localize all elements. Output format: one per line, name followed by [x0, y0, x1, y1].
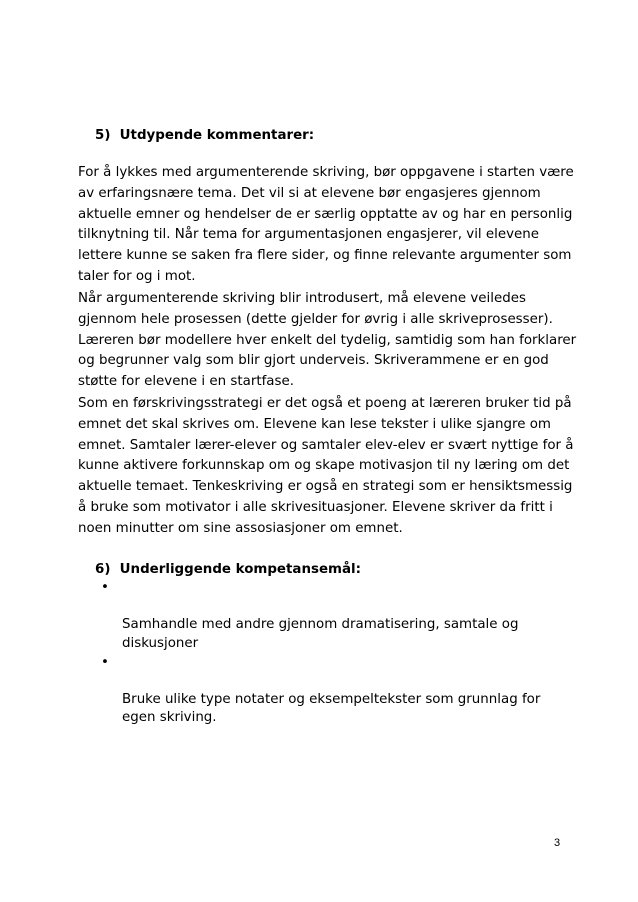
section-5-number: 5): [95, 128, 111, 143]
bullet-icon: •: [101, 580, 109, 595]
list-item: [97, 579, 567, 653]
section-6-title: Underliggende kompetansemål:: [119, 562, 361, 577]
page-number: 3: [554, 837, 561, 849]
section-6-heading: [95, 561, 361, 579]
section-6-number: 6): [95, 562, 111, 577]
section-5-title: Utdypende kommentarer:: [119, 128, 315, 143]
paragraph-1: For å lykkes med argumenterende skriving, bør oppgavene i starten være av erfaringsnære tema. Det vil si at elevene bør engasjeres gjennom aktuelle emner og hendelser de er særlig opptatte av og har en personlig tilknytning til. Når tema for argumentasjonen engasjerer, vil elevene lettere kunne se saken fra flere sider, og finne relevante argumenter som taler for og i mot.: [78, 165, 574, 284]
list-item-text: Samhandle med andre gjennom dramatisering, samtale og diskusjoner: [122, 617, 519, 651]
bullet-icon: •: [101, 654, 109, 670]
competence-goals-list: [97, 579, 567, 728]
paragraph-3: Som en førskrivingsstrategi er det også et poeng at læreren bruker tid på emnet det skal skrives om. Elevene kan lese tekster i ulike sjangre om emnet. Samtaler lærer-elever og samtaler elev-elev er svært nyttige for å kunne aktivere forkunnskap om og skape motivasjon til ny læring om det aktuelle temaet. Tenkeskriving er også en strategi som er hensiktsmessig å bruke som motivator i alle skrivesituasjoner. Elevene skriver da fritt i noen minutter om sine assosiasjoner om emnet.: [78, 396, 574, 536]
paragraph-2: Når argumenterende skriving blir introdusert, må elevene veiledes gjennom hele prosessen (dette gjelder for øvrig i alle skriveprosesser). Læreren bør modellere hver enkelt del tydelig, samtidig som han forklarer og begrunner valg som blir gjort underveis. Skriverammene er en god støtte for elevene i en startfase.: [78, 291, 577, 390]
list-item: [97, 654, 567, 728]
list-item-text: Bruke ulike type notater og eksempeltekster som grunnlag for egen skriving.: [122, 691, 541, 725]
section-5-heading: [95, 127, 314, 145]
